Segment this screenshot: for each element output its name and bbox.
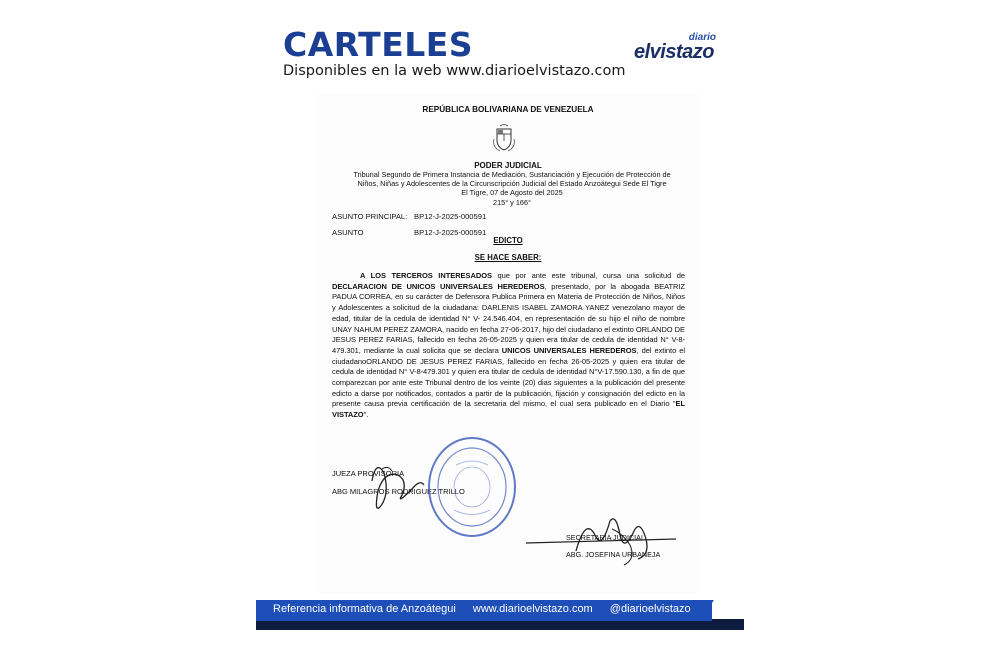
asunto-value: BP12-J-2025-000591 (414, 228, 487, 237)
edict-body-paragraph (332, 271, 685, 421)
secretaria-label: SECRETARIA JUDICIAL (566, 533, 645, 542)
court-stamp-icon (426, 435, 518, 539)
footer-website: www.diarioelvistazo.com (472, 603, 593, 615)
edicto-heading: EDICTO (493, 236, 523, 245)
asunto-principal-label: ASUNTO PRINCIPAL: (332, 212, 408, 221)
body-bold: UNICOS UNIVERSALES HEREDEROS (501, 345, 637, 355)
doc-tribunal-block (332, 170, 692, 207)
asunto-label: ASUNTO (332, 228, 364, 237)
body-text: , presentado, por la abogada BEATRIZ PADUA CORREA, en su carácter de Defensora Publica Primera en Materia de Protección de Niños, Niños y Adolescentes a solicitud de la ciudadana: DARLENIS ISABEL ZAMORA YANEZ venezolano mayor de edad, titular de la cedula de identidad N° V- 24.546.404, en representación de su hijo el niño de nombre UNAY NAHUM PEREZ ZAMORA, nacido en fecha 27-06-2017, hijo del ciudadano el extinto ORLANDO DE JESUS PEREZ FARIAS, fallecido en fecha 26-05-2025 y quien era titular de cedula de identidad N° V-8-479.301, mediante la cual solicita que se declara (332, 281, 685, 355)
asunto-principal-row (332, 212, 487, 223)
body-bold: A LOS TERCEROS INTERESADOS (360, 271, 492, 280)
doc-republic-heading: REPÚBLICA BOLIVARIANA DE VENEZUELA (422, 105, 594, 114)
footer-text (273, 603, 713, 615)
jueza-label: JUEZA PROVISORIA (332, 469, 405, 478)
tribunal-line: Niños, Niñas y Adolescentes de la Circunscripción Judicial del Estado Anzoátegui Sede El Tigre (357, 179, 667, 189)
secretaria-name: ABG. JOSEFINA URBANEJA (566, 550, 661, 559)
body-bold: DECLARACION DE UNICOS UNIVERSALES HEREDEROS (332, 281, 545, 291)
elvistazo-logo (634, 32, 724, 62)
footer-handle: @diarioelvistazo (609, 603, 691, 615)
asunto-principal-value: BP12-J-2025-000591 (414, 212, 487, 221)
coat-of-arms-icon (489, 123, 519, 153)
jueza-name: ABG MILAGROS RODRIGUEZ TRILLO (332, 487, 465, 496)
body-text: , del extinto el ciudadanoORLANDO DE JESUS PEREZ FARIAS, fallecido en fecha 26-05-2025 y quien era titular de cedula de identidad N° V-8-479.301 y quien era titular de cedula de identidad N°V-17.590.130, a fin de que comparezcan por ante este Tribunal dentro de los veinte (20) dias siguientes a la publicación del presente edicto a darse por notificados, contados a partir de la publicación, fijación y consignación del edicto en la presente causa previa certificación de la secretaria del mismo, el cual sera publicado en el Diario " (332, 345, 685, 409)
edict-document (318, 95, 698, 592)
body-text: ". (363, 410, 369, 420)
tribunal-date: El Tigre, 07 de Agosto del 2025 (461, 188, 563, 198)
tribunal-line: Tribunal Segundo de Primera Instancia de Mediación, Sustanciación y Ejecución de Protección de (353, 170, 671, 179)
carteles-title: CARTELES (283, 25, 474, 64)
doc-poder-judicial: PODER JUDICIAL (474, 161, 542, 170)
logo-diario-text: diario (688, 32, 716, 43)
body-text: que por ante este tribunal, cursa una solicitud de (491, 271, 685, 280)
tribunal-years: 215° y 166° (493, 197, 531, 207)
se-hace-saber-heading: SE HACE SABER: (474, 253, 542, 262)
judge-signature-icon (362, 451, 432, 515)
body-bold: EL VISTAZO (332, 399, 685, 420)
logo-main-text: elvistazo (634, 41, 714, 63)
carteles-subtitle: Disponibles en la web www.diarioelvistazo.com (283, 63, 626, 79)
footer-reference: Referencia informativa de Anzoátegui (273, 603, 456, 615)
